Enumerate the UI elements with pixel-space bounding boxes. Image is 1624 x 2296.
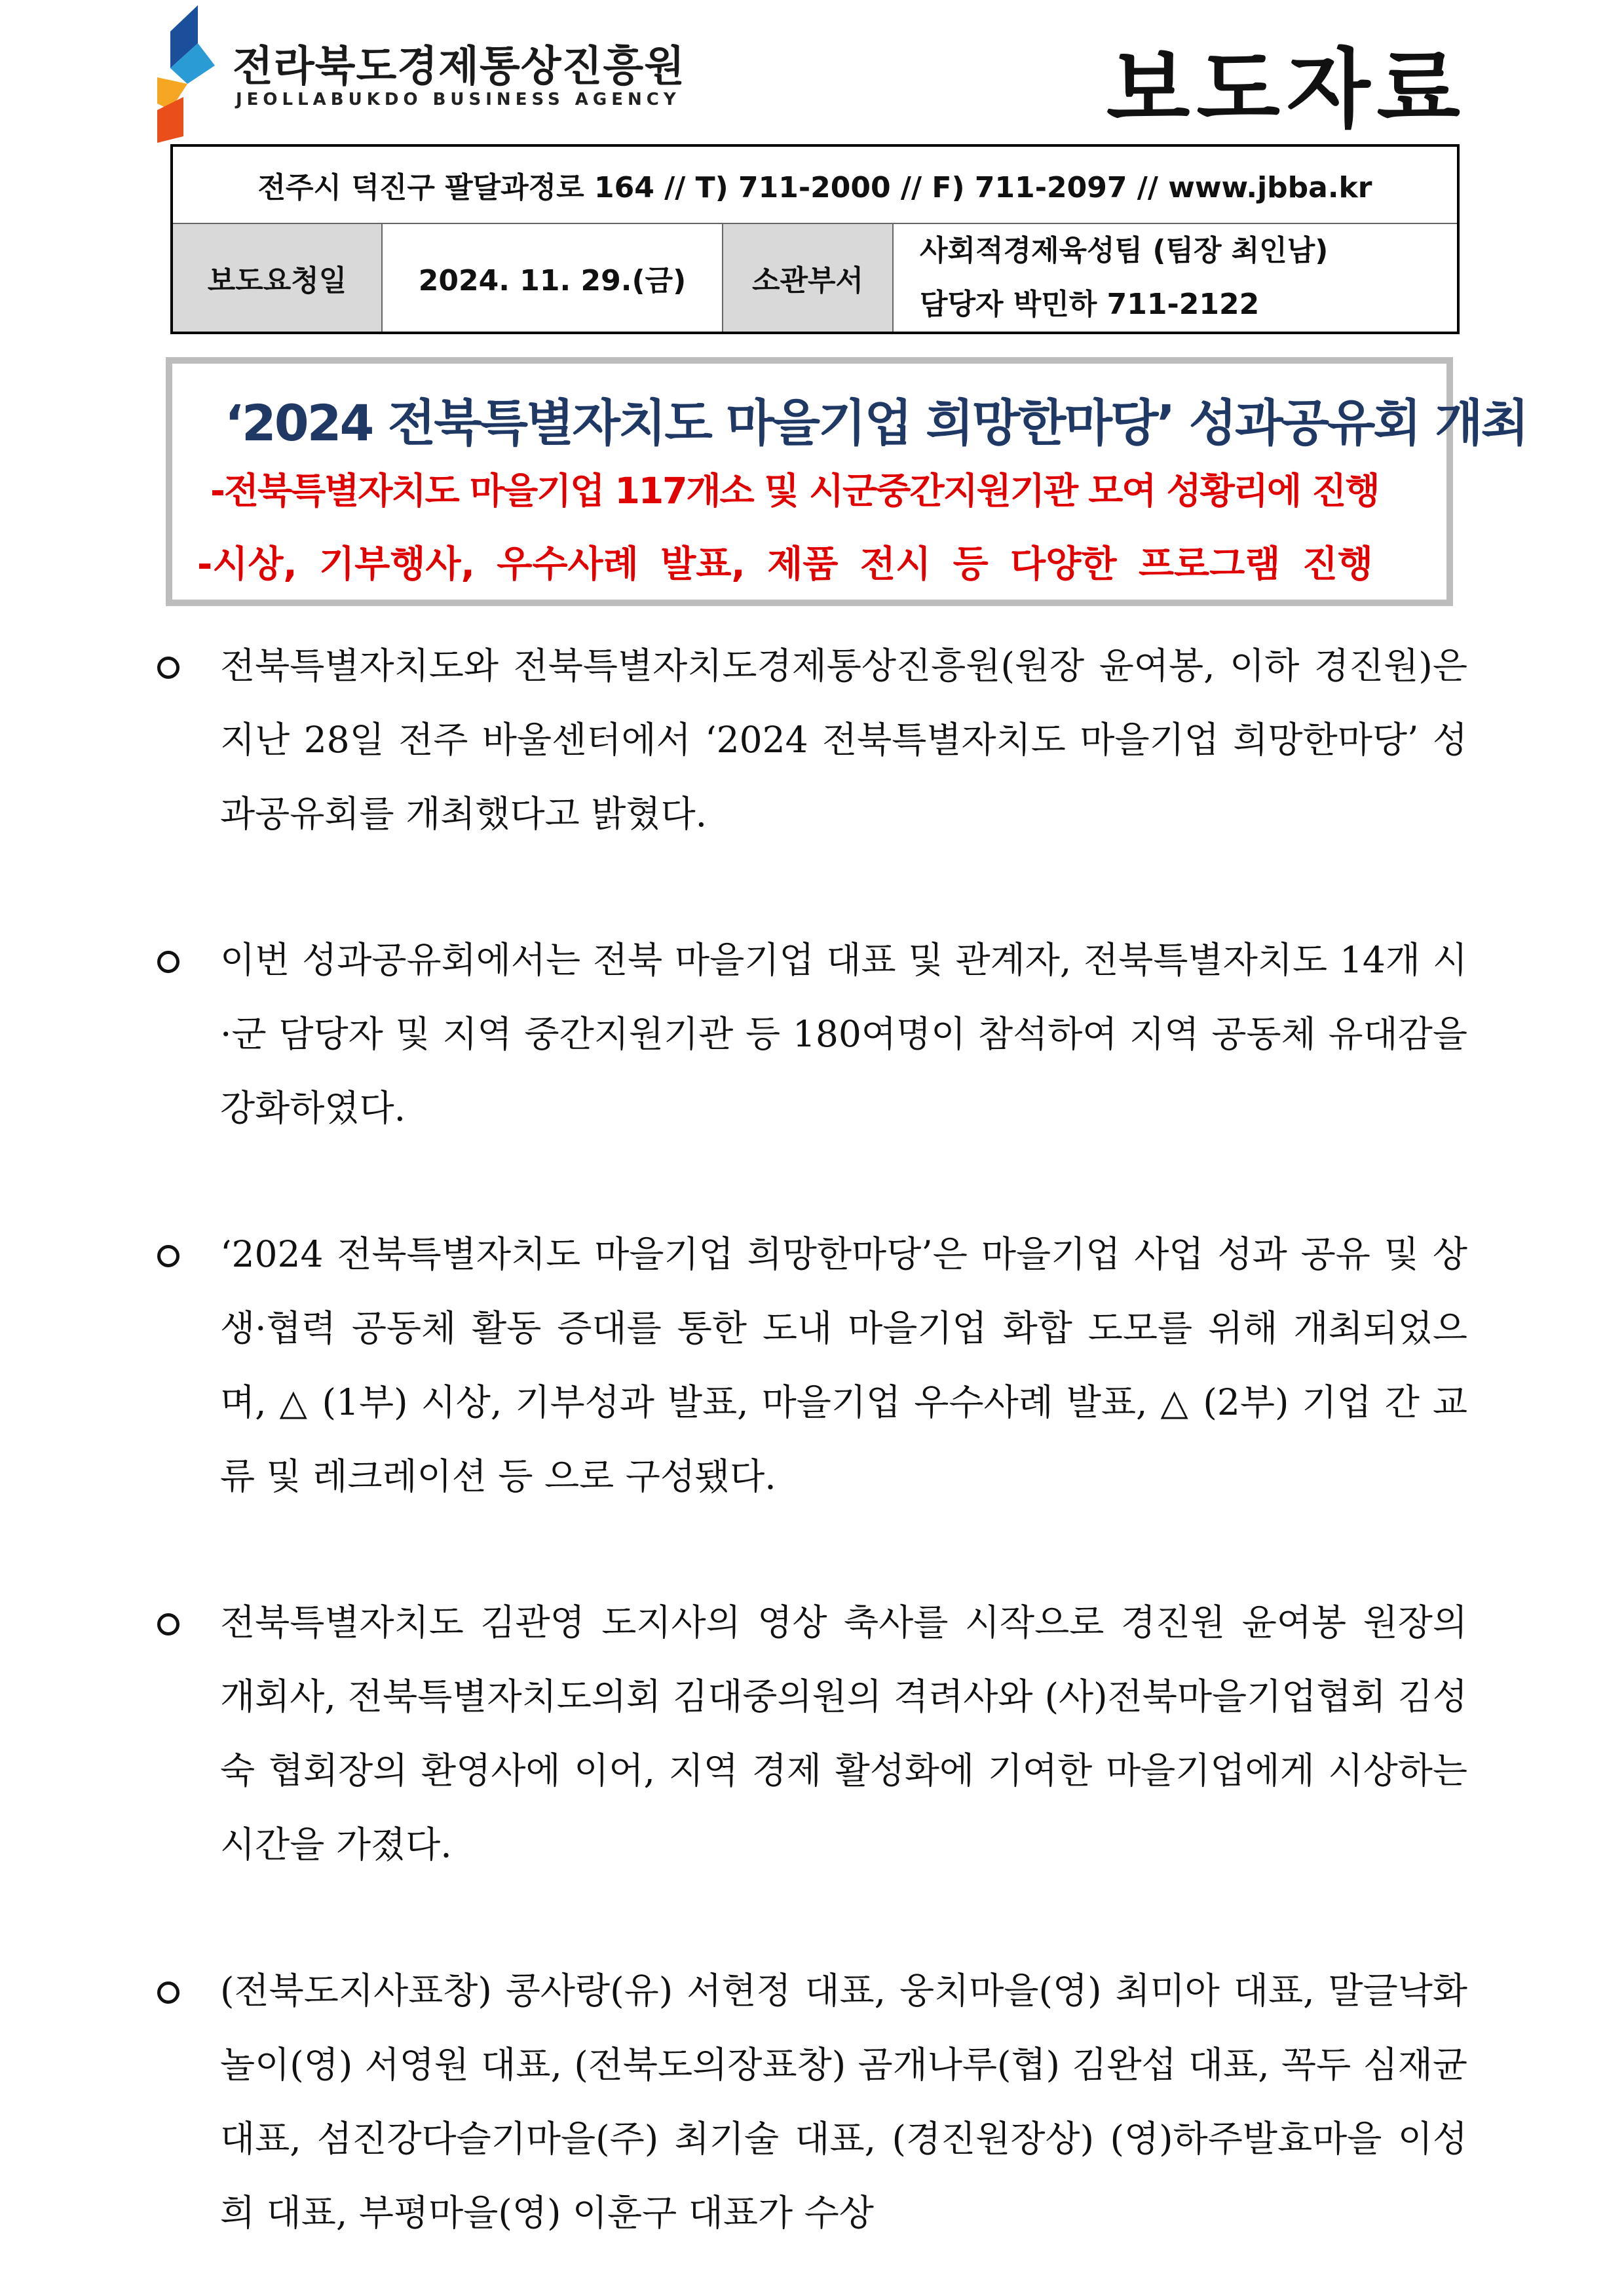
request-date-label: 보도요청일 bbox=[172, 223, 382, 333]
department-label: 소관부서 bbox=[723, 223, 893, 333]
jbba-logo-icon bbox=[157, 5, 216, 143]
address-line: 전주시 덕진구 팔달과정로 164 // T) 711-2000 // F) 711-2097 // www.jbba.kr bbox=[172, 145, 1458, 223]
headline-box bbox=[166, 357, 1528, 606]
headline-subtitle-2: -시상, 기부행사, 우수사례 발표, 제품 전시 등 다양한 프로그램 진행 bbox=[197, 543, 1374, 586]
circle-bullet-icon bbox=[157, 1217, 179, 1292]
paragraph-text: (전북도지사표창) 콩사랑(유) 서현정 대표, 웅치마을(영) 최미아 대표, 말글낙화놀이(영) 서영원 대표, (전북도의장표창) 곰개나루(협) 김완섭 대표, 꼭두 심재균 대표, 섬진강다슬기마을(주) 최기술 대표, (경진원장상) (영)하주발효마을 이성희 대표, 부평마을(영) 이훈구 대표가 수상 bbox=[220, 1970, 1467, 2234]
department-team: 사회적경제육성팀 (팀장 최인남) bbox=[920, 234, 1329, 267]
circle-bullet-icon bbox=[157, 1954, 179, 2028]
contact-info-table bbox=[170, 144, 1460, 334]
body-text bbox=[157, 629, 1467, 2250]
headline-title: ‘2024 전북특별자치도 마을기업 희망한마당’ 성과공유회 개최 bbox=[225, 394, 1528, 452]
paragraph-text: ‘2024 전북특별자치도 마을기업 희망한마당’은 마을기업 사업 성과 공유 및 상생·협력 공동체 활동 증대를 통한 도내 마을기업 화합 도모를 위해 개최되었으며, △ (1부) 시상, 기부성과 발표, 마을기업 우수사례 발표, △ (2부) 기업 간 교류 및 레크레이션 등 으로 구성됐다. bbox=[220, 1233, 1467, 1497]
department-info bbox=[893, 223, 1458, 333]
paragraph-text: 전북특별자치도와 전북특별자치도경제통상진흥원(원장 윤여봉, 이하 경진원)은 지난 28일 전주 바울센터에서 ‘2024 전북특별자치도 마을기업 희망한마당’ 성과공유회를 개최했다고 밝혔다. bbox=[220, 645, 1467, 835]
department-contact: 담당자 박민하 711-2122 bbox=[920, 288, 1260, 321]
paragraph bbox=[157, 1217, 1467, 1514]
paragraph bbox=[157, 1954, 1467, 2250]
headline-subtitle-1: -전북특별자치도 마을기업 117개소 및 시군중간지원기관 모여 성황리에 진행 bbox=[210, 470, 1379, 512]
request-date: 2024. 11. 29.(금) bbox=[382, 223, 723, 333]
paragraph bbox=[157, 1586, 1467, 1882]
paragraph bbox=[157, 629, 1467, 851]
organization-name-english: JEOLLABUKDO BUSINESS AGENCY bbox=[236, 90, 681, 109]
organization-name: 전라북도경제통상진흥원 bbox=[233, 43, 686, 91]
paragraph-text: 이번 성과공유회에서는 전북 마을기업 대표 및 관계자, 전북특별자치도 14개 시·군 담당자 및 지역 중간지원기관 등 180여명이 참석하여 지역 공동체 유대감을 강화하였다. bbox=[220, 939, 1467, 1129]
document-header bbox=[0, 0, 1624, 144]
circle-bullet-icon bbox=[157, 629, 179, 703]
circle-bullet-icon bbox=[157, 1586, 179, 1660]
paragraph bbox=[157, 923, 1467, 1145]
document-type-title: 보도자료 bbox=[1106, 39, 1467, 140]
paragraph-text: 전북특별자치도 김관영 도지사의 영상 축사를 시작으로 경진원 윤여봉 원장의 개회사, 전북특별자치도의회 김대중의원의 격려사와 (사)전북마을기업협회 김성숙 협회장의 환영사에 이어, 지역 경제 활성화에 기여한 마을기업에게 시상하는 시간을 가졌다. bbox=[220, 1601, 1467, 1866]
circle-bullet-icon bbox=[157, 923, 179, 997]
